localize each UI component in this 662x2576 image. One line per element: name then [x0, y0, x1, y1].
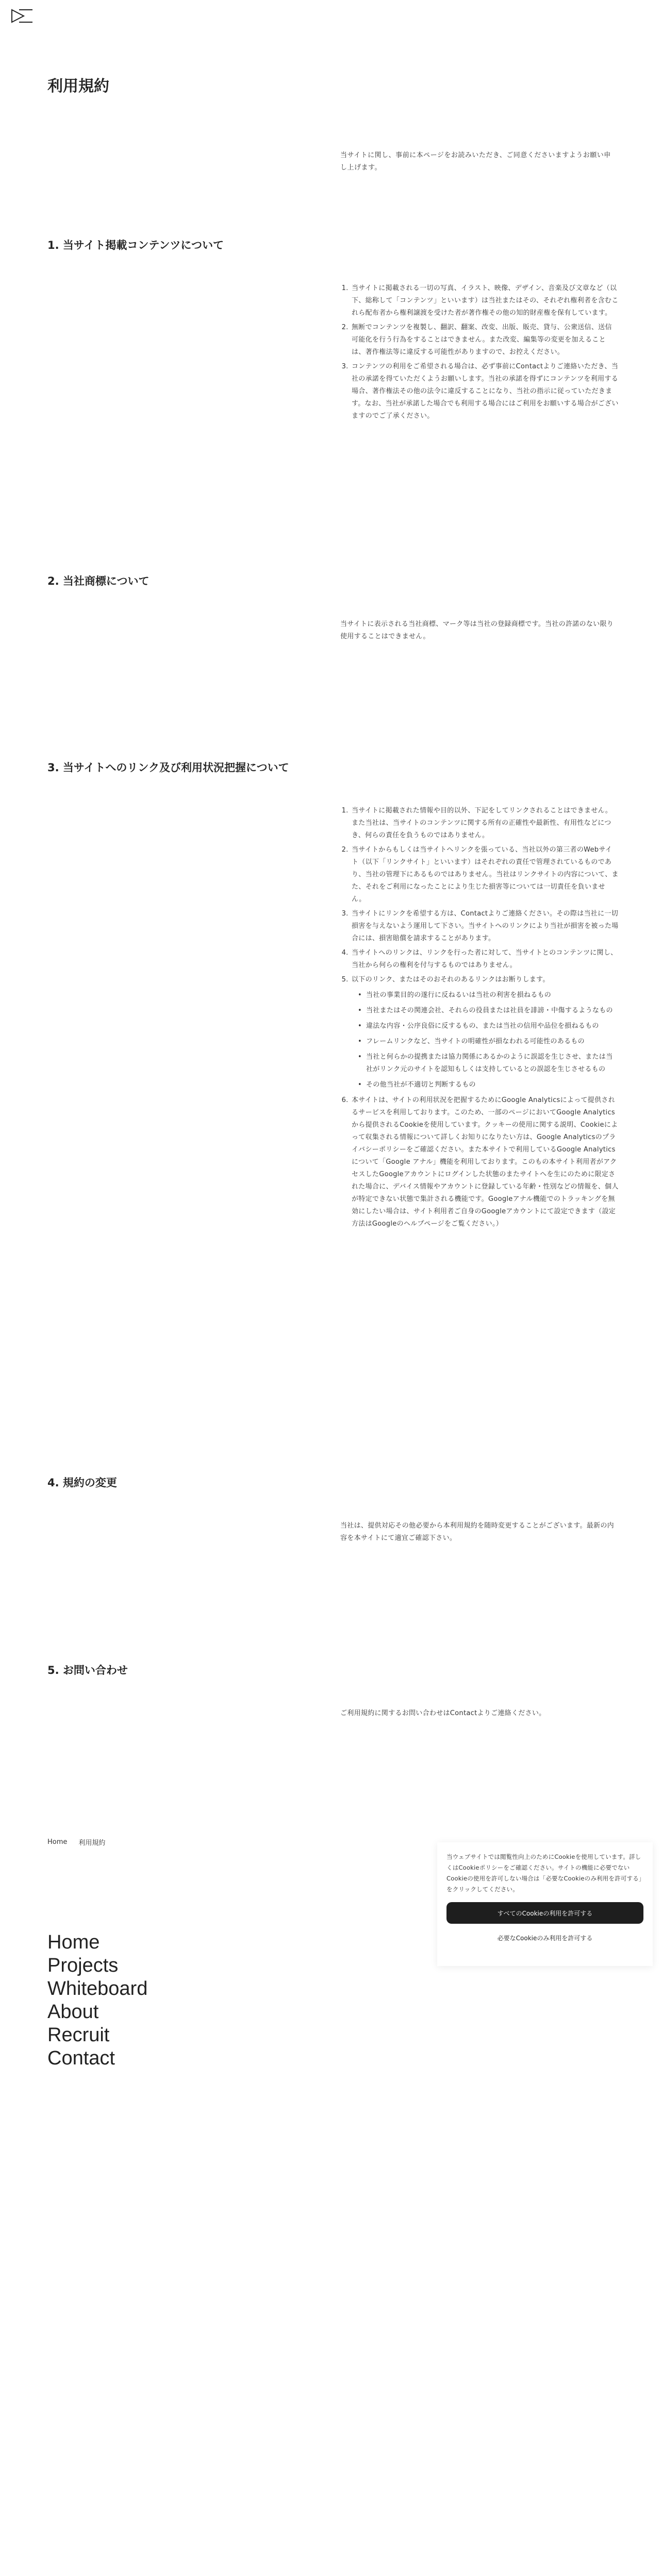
contents-terms-list [340, 282, 619, 422]
breadcrumb-current: 利用規約 [78, 1839, 106, 1847]
list-item-text: 以下のリンク、またはそのおそれのあるリンクはお断りします。 [352, 976, 550, 984]
list-item: 1. 当サイトに掲載される一切の写真、イラスト、映像、デザイン、音楽及び文章など（以下、総称して「コンテンツ」といいます）は当社またはその、それぞれ権利者を含むこれら配布者から権利譲渡を受けた者が著作権その他の知的財産権を保有しています。 [351, 282, 619, 319]
section-heading-links: 3. 当サイトへのリンク及び利用状況把握について [47, 761, 289, 774]
accept-all-cookies-button[interactable]: すべてのCookieの利用を許可する [446, 1902, 643, 1924]
list-item: 4. 当サイトへのリンクは、リンクを行った者に対して、当サイトとのコンテンツに関し、当社から何らの権利を付与するものではありません。 [351, 947, 619, 972]
sub-list-item: • その他当社が不適切と判断するもの [366, 1079, 619, 1091]
footer-nav [47, 1931, 147, 2070]
list-item: 6. 本サイトは、サイトの利用状況を把握するためにGoogle Analyticsによって提供されるサービスを利用しております。このため、一部のページにおいてGoogle Analyticsから提供されるCookieを使用しています。クッキーの使用に関する説明、Cookieによって収集される情報について詳しくお知りになりたい方は、Google Analyticsのプライバシーポリシーをご確認ください。また本サイトで利用しているGoogle Analyticsについて「Google アナル」機能を利用しております。このもの本サイト利用者がアクセスしたGoogleアカウントにログインした状態のまたサイトへを生にのために限定された場合に、デバイス情報やアカウントに登録している年齢・性別などの情報を、個人が特定できない状態で集計される機能です。Googleアナル機能でのトラッキングを無効にしたい場合は、サイト利用者ご自身のGoogleアカウントにて設定できます（設定方法はGoogleのヘルプページをご覧ください。） [351, 1094, 619, 1230]
cookie-consent-text: 当ウェブサイトでは閲覧性向上のためにCookieを使用しています。詳しくはCookieポリシーをご確認ください。サイトの機能に必要でないCookieの使用を許可しない場合は「必要なCookieのみ利用を許可する」をクリックしてください。 [446, 1853, 642, 1893]
footer-nav-home[interactable]: Home [47, 1931, 100, 1953]
cookie-consent-banner [437, 1842, 653, 1966]
sub-list-item: • 当社と何らかの提携または協力関係にあるかのように誤認を生じさせ、または当社がリンク元のサイトを認知もしくは支持しているとの誤認を生じさせるもの [366, 1051, 619, 1076]
breadcrumb [47, 1837, 105, 1847]
page-lead: 当サイトに関し、事前に本ページをお読みいただき、ご同意くださいますようお願い申し上げます。 [340, 151, 611, 172]
section-body-contact [340, 1707, 619, 1720]
section-body-contents [340, 282, 619, 425]
footer-nav-projects[interactable]: Projects [47, 1955, 119, 1976]
section-body-changes [340, 1520, 619, 1545]
changes-text: 当社は、提供対応その他必要から本利用規約を随時変更することがございます。最新の内容を本サイトにて適宜ご確認下さい。 [340, 1522, 614, 1542]
list-item: 2. 当サイトからもしくは当サイトへリンクを張っている、当社以外の第三者のWebサイト（以下「リンクサイト」といいます）はそれぞれの責任で管理されているものであり、当社の管理下にあるものではありません。当社はリンクサイトの内容について、また、それをご利用になったことにより生じた損害等については一切責任を負いません。 [351, 844, 619, 906]
sub-list-item: • 当社の事業目的の遂行に反ねるいは当社の利害を損ねるもの [366, 989, 619, 1002]
section-heading-changes: 4. 規約の変更 [47, 1477, 117, 1489]
sub-list-item: • 当社またはその関連会社、それらの役員または社員を誹謗・中傷するようなもの [366, 1005, 619, 1017]
section-heading-trademark: 2. 当社商標について [47, 575, 150, 587]
prohibited-links-list [352, 989, 619, 1091]
contact-text: ご利用規約に関するお問い合わせはContactよりご連絡ください。 [340, 1709, 546, 1717]
list-item: 3. 当サイトにリンクを希望する方は、Contactよりご連絡ください。その際は当社に一切損害を与えないよう運用して下さい。当サイトへのリンクにより当社が損害を被った場合には、損害賠償を請求することがあります。 [351, 908, 619, 945]
section-body-links [340, 805, 619, 1232]
triangle-logo-icon[interactable] [10, 8, 34, 24]
necessary-cookies-only-button[interactable]: 必要なCookieのみ利用を許可する [446, 1927, 643, 1948]
section-body-trademark [340, 618, 619, 643]
list-item: 2. 無断でコンテンツを複製し、翻訳、翻案、改変、出版、販売、貸与、公衆送信、送信可能化を行う行為をすることはできません。また改変、編集等の変更を加えることは、著作権法等に違反する可能性がありますので、お控えください。 [351, 321, 619, 359]
breadcrumb-home-link[interactable]: Home [47, 1838, 68, 1846]
section-heading-contact: 5. お問い合わせ [47, 1664, 128, 1676]
sub-list-item: • 違法な内容・公序良俗に反するもの、または当社の信用や品位を損ねるもの [366, 1020, 619, 1032]
footer-nav-about[interactable]: About [47, 2001, 99, 2023]
footer-nav-whiteboard[interactable]: Whiteboard [47, 1978, 148, 1999]
links-terms-list [340, 805, 619, 1230]
page-title: 利用規約 [47, 77, 109, 95]
section-heading-contents: 1. 当サイト掲載コンテンツについて [47, 239, 224, 251]
footer-nav-recruit[interactable]: Recruit [47, 2024, 110, 2046]
list-item [351, 974, 619, 1091]
list-item: 3. コンテンツの利用をご希望される場合は、必ず事前にContactよりご連絡いただき、当社の承諾を得ていただくようお願いします。当社の承諾を得ずにコンテンツを利用する場合、著作権法その他の法令に違反することになり、当社の指示に従っていただきます。なお、当社が承諾した場合でも利用する場合にはご利用をお願いする場合がございますのでご了承ください。 [351, 361, 619, 422]
trademark-text: 当サイトに表示される当社商標、マーク等は当社の登録商標です。当社の許諾のない限り使用することはできません。 [340, 620, 614, 640]
sub-list-item: • フレームリンクなど、当サイトの明確性が損なわれる可能性のあるもの [366, 1036, 619, 1048]
list-item: 1. 当サイトに掲載された情報や目的以外、下記をしてリンクされることはできません。また当社は、当サイトのコンテンツに関する所有の正確性や最新性、有用性などにつき、何らの責任を負うものではありません。 [351, 805, 619, 842]
footer-nav-contact[interactable]: Contact [47, 2047, 115, 2069]
